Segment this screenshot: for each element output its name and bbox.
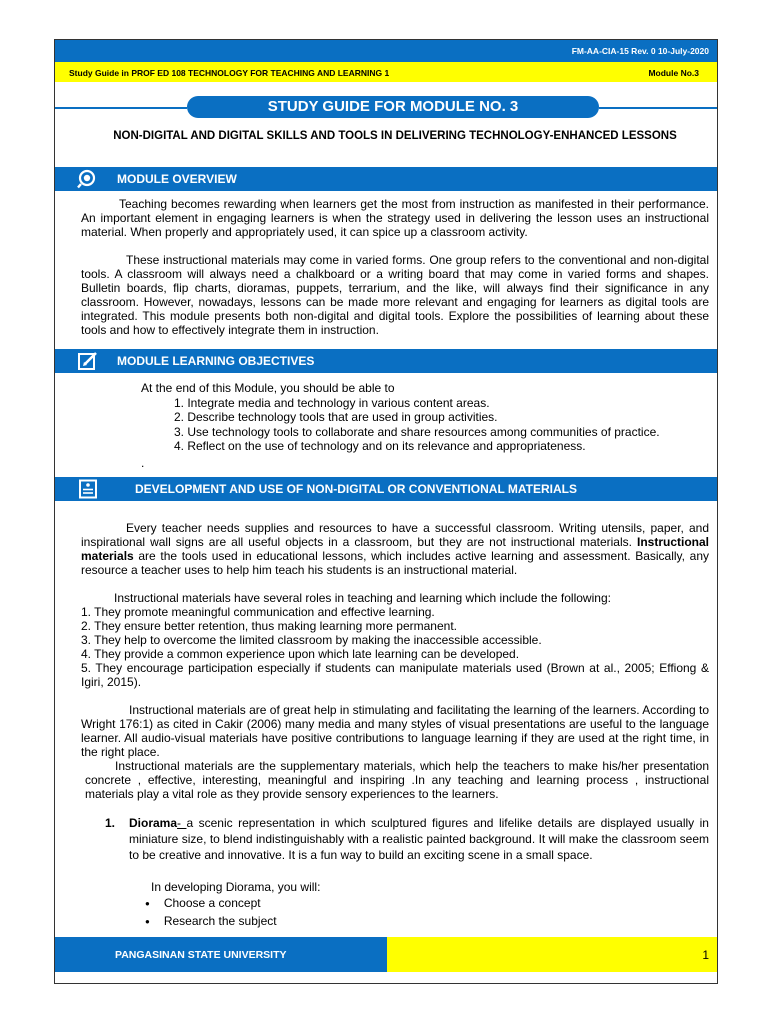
paragraph-text: Every teacher needs supplies and resources to have a successful classroom. Writing utensils, paper, and inspirational wall signs are all useful objects in a classroom, but they are not instructional materials. [81, 521, 709, 549]
diorama-definition [105, 815, 709, 863]
overview-header [55, 167, 717, 191]
overview-paragraph-1: Teaching becomes rewarding when learners get the most from instruction as manifested in their performance. An important element in engaging learners is when the strategy used in delivering the lesson uses an instructional material. When properly and appropriately used, it can spice up a classroom activity. [81, 197, 709, 239]
list-item: 2. They ensure better retention, thus making learning more permanent. [81, 619, 457, 633]
trailing-period: . [141, 455, 145, 470]
diorama-steps [145, 895, 277, 931]
development-paragraph-1 [81, 521, 709, 577]
objectives-heading: MODULE LEARNING OBJECTIVES [117, 354, 315, 368]
diorama-separator: - [177, 816, 187, 830]
page-title: STUDY GUIDE FOR MODULE NO. 3 [187, 96, 599, 118]
title-rule-left [55, 107, 187, 109]
list-item: ● Research the subject [145, 913, 277, 931]
list-item: ● Choose a concept [145, 895, 277, 913]
module-number: Module No.3 [648, 68, 699, 78]
overview-text [81, 197, 709, 337]
page-subtitle: NON-DIGITAL AND DIGITAL SKILLS AND TOOLS IN DELIVERING TECHNOLOGY-ENHANCED LESSONS [113, 130, 677, 142]
list-item: 5. They encourage participation especially if students can manipulate materials used (Brown at al., 2005; Effiong & Igiri, 2015). [81, 661, 709, 689]
development-text [81, 521, 709, 801]
document-list-icon [77, 479, 99, 499]
course-bar [55, 62, 717, 82]
diorama-term: Diorama [129, 816, 178, 830]
overview-paragraph-2: These instructional materials may come in varied forms. One group refers to the conventional and non-digital tools. A classroom will always need a chalkboard or a writing board that may come in varied forms and shapes. Bulletin boards, flip charts, dioramas, puppets, terrarium, and the like, will always find their significance in any classroom. However, nowadays, lessons can be made more relevant and engaging for learners as digital tools are integrated. This module presents both non-digital and digital tools. Explore the possibilities of learning about these tools and how to effectively integrate them in instruction. [81, 253, 709, 337]
list-item: 1. Integrate media and technology in various content areas. [174, 395, 490, 410]
objectives-header [55, 349, 717, 373]
objectives-intro: At the end of this Module, you should be able to [141, 381, 395, 395]
roles-intro: Instructional materials have several roles in teaching and learning which include the following: [114, 591, 611, 605]
diorama-steps-intro: In developing Diorama, you will: [151, 880, 321, 894]
list-item: 3. They help to overcome the limited classroom by making the inaccessible accessible. [81, 633, 542, 647]
instructional-materials-term: Instructional materials [81, 535, 709, 563]
list-item: 3. Use technology tools to collaborate and share resources among communities of practice. [174, 424, 660, 439]
magnifier-icon [77, 169, 99, 189]
university-name: PANGASINAN STATE UNIVERSITY [115, 949, 287, 961]
development-paragraph-4: Instructional materials are the supplementary materials, which help the teachers to make his/her presentation concrete , effective, interesting, meaningful and inspiring .In any teaching and learning process , instructional materials play a vital role as they provide sensory experiences to the learners. [85, 759, 709, 801]
list-item: 4. Reflect on the use of technology and on its relevance and appropriateness. [174, 439, 586, 453]
development-heading: DEVELOPMENT AND USE OF NON-DIGITAL OR CONVENTIONAL MATERIALS [135, 482, 578, 496]
pencil-edit-icon [77, 351, 99, 371]
overview-heading: MODULE OVERVIEW [117, 172, 237, 186]
course-title: Study Guide in PROF ED 108 TECHNOLOGY FOR TEACHING AND LEARNING 1 [69, 68, 390, 78]
development-paragraph-3: Instructional materials are of great help in stimulating and facilitating the learning of the learners. According to Wright 176:1) as cited in Cakir (2006) many media and many styles of visual presentations are useful to the language learner. All audio-visual materials have positive contributions to language learning if they are used at the right time, in the right place. [81, 703, 709, 759]
footer-university [55, 937, 387, 972]
footer-page [387, 937, 717, 972]
page-frame [54, 39, 718, 984]
list-item: 1. They promote meaningful communication and effective learning. [81, 605, 435, 619]
page-number: 1 [702, 948, 709, 962]
title-rule-right [599, 107, 717, 109]
form-code-bar [55, 40, 717, 62]
list-item: 2. Describe technology tools that are used in group activities. [174, 410, 498, 424]
diorama-number: 1. [105, 816, 116, 830]
list-item: 4. They provide a common experience upon which late learning can be developed. [81, 647, 520, 661]
objectives-list [141, 381, 660, 470]
paragraph-text: are the tools used in educational lessons, which includes active learning and assessment. Basically, any resource a teacher uses to help him teach his students is an instructional material. [81, 549, 709, 577]
paragraph-text: a scenic representation in which sculptured figures and lifelike details are displayed usually in miniature size, to blend indistinguishably with a realistic painted background. It will make the classroom seem to be creative and innovative. It is a fun way to build an exciting scene in a small space. [129, 816, 709, 862]
diorama-item [105, 815, 709, 863]
development-header [55, 477, 717, 501]
form-code: FM-AA-CIA-15 Rev. 0 10-July-2020 [571, 46, 709, 56]
